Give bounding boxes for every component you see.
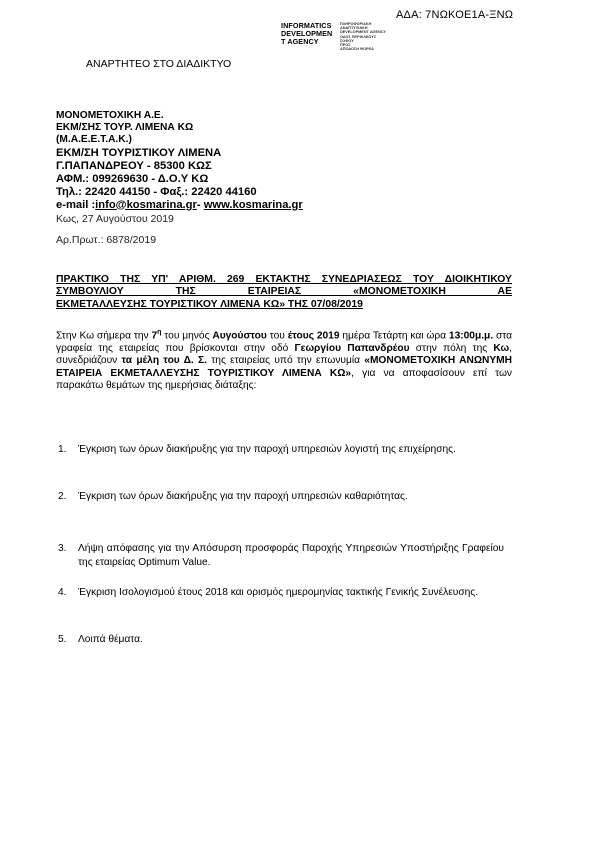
intro-paragraph <box>56 327 512 392</box>
intro-time: 13:00μ.μ. <box>448 330 494 342</box>
intro-text: στην πόλη της <box>409 342 494 354</box>
intro-text: , συνεδριάζουν <box>56 342 512 367</box>
logo-subtext <box>340 22 386 51</box>
intro-month: Αυγούστου <box>212 330 267 342</box>
title-line: ΠΡΑΚΤΙΚΟ ΤΗΣ ΥΠ' ΑΡΙΘΜ. 269 ΕΚΤΑΚΤΗΣ ΣΥΝΕΔΡΙΑΣΕΩΣ ΤΟΥ <box>56 274 434 285</box>
logo-subline: ΠΛΗΡΟΦΟΡΙΑΚΗ <box>340 22 372 26</box>
intro-city: Κω <box>493 342 510 354</box>
intro-text: Στην Κω σήμερα την <box>56 330 152 342</box>
organization-logo <box>281 22 401 56</box>
header-line: ΕΚΜ/ΣΗ ΤΟΥΡΙΣΤΙΚΟΥ ΛΙΜΕΝΑ <box>56 146 222 159</box>
intro-year: έτους 2019 <box>287 330 340 342</box>
intro-members: τα μέλη του Δ. Σ. <box>121 355 207 367</box>
agenda-item-number: 5. <box>58 634 67 645</box>
intro-text: του μηνός <box>161 330 213 342</box>
header-contact-line <box>56 199 303 212</box>
agenda-item-number: 4. <box>58 587 67 598</box>
header-line: Γ.ΠΑΠΑΝΔΡΕΟΥ - 85300 ΚΩΣ <box>56 159 212 172</box>
header-line: (Μ.Α.Ε.Ε.Τ.Α.Κ.) <box>56 134 132 146</box>
logo-wordmark <box>281 22 332 46</box>
posted-notice: ΑΝΑΡΤΗΤΕΟ ΣΤΟ ΔΙΑΔΙΚΤΥΟ <box>86 58 232 70</box>
intro-text: , για να αποφασίσουν επί των παρακάτω θεμάτων της ημερήσιας διάταξης: <box>56 367 512 392</box>
logo-subline: ΣΟΦΟΥ <box>340 38 354 43</box>
email-prefix: e-mail : <box>56 198 96 211</box>
intro-text: του <box>266 330 288 342</box>
agenda-item-text: Έγκριση Ισολογισμού έτους 2018 και ορισμός ημερομηνίας τακτικής Γενικής Συνέλευσης. <box>78 587 479 598</box>
company-header <box>56 110 303 212</box>
title-line: ΕΚΜΕΤΑΛΛΕΥΣΗΣ ΤΟΥΡΙΣΤΙΚΟΥ ΛΙΜΕΝΑ ΚΩ» ΤΗΣ 07/08/2019 <box>56 298 363 310</box>
logo-subline: ΑΠΟΔΟΣΗ ΦΟΡΕΑ <box>340 47 374 52</box>
protocol-number: Αρ.Πρωτ.: 6878/2019 <box>56 234 157 246</box>
intro-text: ημέρα Τετάρτη και ώρα <box>339 330 449 342</box>
logo-line: INFORMATICS <box>281 21 332 30</box>
agenda-item-text: Έγκριση των όρων διακήρυξης για την παροχή υπηρεσιών καθαριότητας. <box>78 491 408 502</box>
minutes-title <box>56 274 512 311</box>
email-link[interactable]: info@kosmarina.gr <box>95 198 197 211</box>
agenda-item-number: 1. <box>58 444 67 455</box>
header-line: ΑΦΜ.: 099269630 - Δ.Ο.Υ ΚΩ <box>56 172 209 185</box>
logo-subline: ΠΡΟΣ <box>340 43 351 48</box>
website-link[interactable]: www.kosmarina.gr <box>203 198 303 211</box>
agenda-item-text: Λοιπά θέματα. <box>78 634 143 645</box>
header-line: ΕΚΜ/ΣΗΣ ΤΟΥΡ. ΛΙΜΕΝΑ ΚΩ <box>56 122 194 134</box>
logo-line: DEVELOPMEN <box>281 29 333 38</box>
logo-subline: ΟΔΟΣ ΠΕΡΙΚΛΕΟΥΣ <box>340 34 377 39</box>
intro-day-suffix: η <box>157 329 162 336</box>
title-line: ΔΙΟΙΚΗΤΙΚΟΥ ΣΥΜΒΟΥΛΙΟΥ ΤΗΣ ΕΤΑΙΡΕΙΑΣ «ΜΟΝΟΜΕΤΟΧΙΚΗ ΑΕ <box>56 274 512 298</box>
intro-day: 7 <box>151 330 158 342</box>
intro-text: της εταιρείας υπό την επωνυμία <box>206 355 365 367</box>
intro-street: Γεωργίου Παπανδρέου <box>294 342 410 354</box>
header-line: Τηλ.: 22420 44150 - Φαξ.: 22420 44160 <box>56 185 257 198</box>
email-separator: - <box>196 198 204 211</box>
agenda-item-text: Έγκριση των όρων διακήρυξης για την παροχή υπηρεσιών λογιστή της επιχείρησης. <box>78 444 456 455</box>
ada-code: ΑΔΑ: 7ΝΩΚΟΕ1Α-ΞΝΩ <box>396 9 514 21</box>
agenda-item-number: 3. <box>58 543 67 554</box>
logo-line: T AGENCY <box>281 37 319 46</box>
intro-company: «ΜΟΝΟΜΕΤΟΧΙΚΗ ΑΝΩΝΥΜΗ ΕΤΑΙΡΕΙΑ ΕΚΜΕΤΑΛΛΕΥΣΗΣ ΤΟΥΡΙΣΤΙΚΟΥ ΛΙΜΕΝΑ ΚΩ» <box>56 355 512 379</box>
logo-subline: DEVELOPMENT AGENCY <box>340 30 387 35</box>
intro-text: στα γραφεία της εταιρείας που βρίσκονται στην οδό <box>56 330 513 354</box>
header-line: ΜΟΝΟΜΕΤΟΧΙΚΗ Α.Ε. <box>56 110 164 121</box>
logo-subline: ΑΝΑΠΤΥΞΙΑΚΗ <box>340 26 368 31</box>
agenda-item-number: 2. <box>58 491 67 502</box>
document-date: Κως, 27 Αυγούστου 2019 <box>56 213 174 225</box>
agenda-item-text: Λήψη απόφασης για την Απόσυρση προσφοράς Παροχής Υπηρεσιών Υποστήριξης Γραφείου της εταιρείας Optimum Value. <box>78 543 504 568</box>
